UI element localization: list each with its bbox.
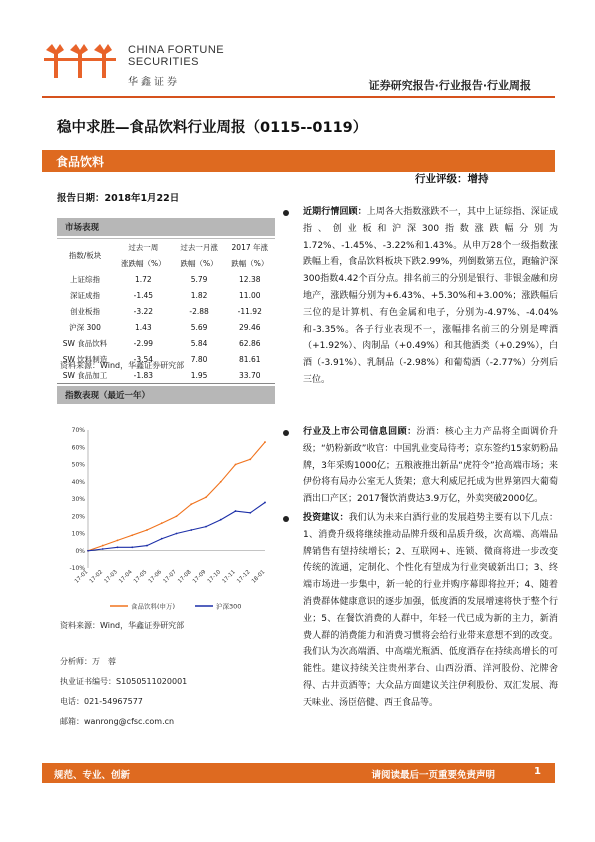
data-point — [161, 538, 163, 540]
table-header-year: 2017 年涨 — [225, 239, 275, 256]
page-title: 稳中求胜—食品饮料行业周报（0115--0119） — [57, 120, 368, 136]
table-cell-m: 1.82 — [190, 290, 208, 300]
table-header-week-unit: 涨跌幅（%） — [120, 258, 166, 268]
table-cell-name: SW 食品饮料 — [62, 338, 108, 348]
report-category: 证券研究报告·行业报告·行业周报 — [368, 79, 531, 92]
page-number: 1 — [534, 766, 541, 777]
x-tick-label: 17-12 — [236, 569, 252, 585]
data-point — [117, 540, 119, 542]
analyst-phone: 电话：021-54967577 — [60, 697, 143, 706]
company-name-en-line2: SECURITIES — [128, 56, 200, 68]
table-header-week: 过去一周 — [113, 239, 174, 256]
data-point — [176, 515, 178, 517]
table-cell-y: 81.61 — [239, 354, 261, 364]
market-performance-header — [57, 218, 275, 236]
table-row — [57, 271, 275, 287]
analyst-name: 分析师：万 蓉 — [60, 657, 116, 666]
table-cell-m: 5.79 — [190, 274, 208, 284]
table-cell-y: 12.38 — [239, 274, 261, 284]
table-cell-w: -2.99 — [133, 338, 154, 348]
table-cell-m: 1.95 — [174, 367, 225, 384]
y-tick-label: 40% — [71, 478, 85, 486]
table-cell-name: 深证成指 — [70, 290, 100, 300]
company-name-cn: 华鑫证券 — [128, 77, 180, 88]
footer-slogan: 规范、专业、创新 — [54, 770, 131, 781]
table-header-month: 过去一月涨 — [174, 239, 225, 256]
x-tick-label: 17-07 — [162, 569, 178, 585]
table-cell-name: 创业板指 — [70, 306, 100, 316]
report-date: 报告日期：2018年1月22日 — [57, 193, 180, 204]
y-tick-label: 30% — [71, 496, 85, 503]
data-point — [190, 529, 192, 531]
data-point — [146, 529, 148, 531]
table-row — [57, 335, 275, 351]
data-point — [176, 533, 178, 535]
table-cell-m: 5.84 — [190, 338, 208, 348]
table-cell-y: 33.70 — [225, 367, 275, 384]
x-tick-label: 17-11 — [221, 569, 237, 585]
data-point — [102, 545, 104, 547]
x-tick-label: 17-01 — [73, 569, 90, 585]
data-point — [220, 519, 222, 521]
sector-banner — [42, 150, 555, 172]
data-point — [249, 458, 251, 460]
legend-label: 食品饮料(申万) — [131, 602, 176, 611]
table-cell-w: 1.72 — [134, 274, 152, 284]
table-cell-y: -11.92 — [237, 306, 262, 316]
section-paragraph — [303, 204, 558, 389]
footer-bar — [42, 763, 555, 783]
chart-source: 资料来源：Wind，华鑫证券研究部 — [60, 621, 185, 630]
table-cell-m: 5.69 — [190, 322, 208, 332]
section-heading: 近期行情回顾： — [303, 207, 367, 217]
x-tick-label: 17-06 — [147, 569, 164, 585]
table-header-year-unit: 跌幅（%） — [231, 258, 269, 268]
section-body: 上周各大指数涨跌不一，其中上证综指、深证成指、创业板和沪深300指数涨跌幅分别为1.72%、-1.45%、-3.22%和1.43%。从申万28个一级指数涨跌幅上看，食品饮料板块下跌2.99%，列倒数第五位，跑输沪深300指数4.42个百分点。排名前三的分别是银行、非银金融和房地产，涨跌幅分别为+6.43%、+5.30%和+3.00%；涨跌幅后三位的是计算机、有色金属和电子，分别为-4.97%、-4.04%和-3.35%。各子行业表现不一，涨幅排名前三的分别是啤酒（+1.92%）、肉制品（+0.49%）和其他酒类（+0.29%），白酒（-3.91%）、乳制品（-2.98%）和葡萄酒（-2.77%）分列后三位。 — [303, 207, 558, 385]
market-performance-title: 市场表现 — [65, 223, 100, 233]
bullet-icon — [283, 430, 289, 436]
company-name-en-line1: CHINA FORTUNE — [128, 44, 225, 56]
y-tick-label: 50% — [71, 461, 85, 469]
data-point — [87, 550, 89, 552]
data-point — [146, 545, 148, 547]
table-header-month-unit: 跌幅（%） — [180, 258, 218, 268]
y-tick-label: 20% — [71, 513, 85, 521]
x-tick-label: 17-08 — [177, 569, 193, 585]
company-logo — [42, 40, 120, 82]
table-cell-y: 29.46 — [239, 322, 261, 332]
data-point — [264, 441, 266, 443]
data-point — [205, 496, 207, 498]
index-chart-header — [57, 386, 275, 404]
table-cell-name: SW 饮料制造 — [62, 354, 108, 364]
table-cell-w: -1.45 — [133, 290, 154, 300]
index-chart-title: 指数表现（最近一年） — [65, 391, 151, 401]
table-cell-w: -1.83 — [113, 367, 174, 384]
section-body: 汾酒：核心主力产品将全面调价升级；“奶粉新政”收官：中国乳业变局待考；京东签约15家奶粉品牌，3年采购1000亿；五粮液推出新品“虎符令”抢高端市场；来伊份将有局办公室无人货架；意大利威尼托成为世界第四大葡萄酒出口产区；2017餐饮消费达3.9万亿，外卖突破2000亿。 — [303, 427, 558, 505]
bullet-icon — [283, 516, 289, 522]
table-row — [57, 287, 275, 303]
section-heading: 行业及上市公司信息回顾： — [303, 427, 417, 437]
series-line-0 — [88, 442, 265, 551]
data-point — [205, 526, 207, 528]
analyst-cert: 执业证书编号：S1050511020001 — [60, 677, 188, 686]
table-cell-name: 上证综指 — [70, 274, 100, 284]
table-cell-w: -3.54 — [133, 354, 154, 364]
footer-disclaimer: 请阅读最后一页重要免责声明 — [371, 770, 495, 781]
table-cell-name: 沪深 300 — [69, 322, 101, 332]
table-cell-m: -2.88 — [189, 306, 209, 316]
y-tick-label: 60% — [71, 444, 85, 452]
data-point — [131, 534, 133, 536]
data-point — [190, 503, 192, 505]
y-tick-label: 70% — [71, 427, 85, 434]
sector-label: 食品饮料 — [56, 155, 105, 169]
data-point — [220, 481, 222, 483]
table-row — [57, 303, 275, 319]
analyst-email[interactable]: 邮箱：wanrong@cfsc.com.cn — [60, 717, 175, 726]
table-cell-y: 62.86 — [239, 338, 261, 348]
x-tick-label: 17-03 — [103, 569, 119, 585]
section-body: 我们认为未来白酒行业的发展趋势主要有以下几点：1、消费升级将继续推动品牌升级和品质升级，次高端、高端品牌销售有望持续增长；2、互联网+、连锁、微商将进一步改变传统的流通，定制化、个性化有望成为行业突破新出口；3、终端市场进一步集中，新一轮的行业并购序幕即将拉开；4、随着消费群体健康意识的逐步加强，低度酒的发展增速将快于整个行业；5、在餐饮消费的人群中，年轻一代已成为新的主力，新消费人群的消费能力和消费习惯将会给行业带来意想不到的改变。我们认为次高端酒、中高端光瓶酒、低度酒存在持续高增长的可能性。建议持续关注贵州茅台、山西汾酒、洋河股份、沱牌舍得、古井贡酒等；大众品方面建议关注伊利股份、双汇发展、海天味业、汤臣倍健、西王食品等。 — [303, 513, 558, 708]
table-cell-y: 11.00 — [239, 290, 261, 300]
market-source: 资料来源：Wind，华鑫证券研究部 — [60, 361, 185, 370]
company-name-en — [128, 44, 224, 68]
y-tick-label: 0% — [75, 547, 85, 555]
data-point — [117, 546, 119, 548]
section-paragraph — [303, 510, 558, 712]
table-header-index: 指数/板块 — [57, 239, 113, 272]
section-heading: 投资建议： — [303, 513, 349, 523]
x-tick-label: 17-04 — [118, 569, 134, 585]
data-point — [161, 522, 163, 524]
table-cell-w: 1.43 — [134, 322, 152, 332]
industry-rating: 行业评级：增持 — [415, 173, 489, 185]
bullet-icon — [283, 210, 289, 216]
x-tick-label: 18-01 — [250, 569, 267, 585]
table-cell-m: 7.80 — [190, 354, 208, 364]
table-cell-w: -3.22 — [133, 306, 154, 316]
table-cell-name: SW 食品加工 — [57, 367, 113, 384]
index-line-chart — [60, 418, 280, 618]
y-tick-label: 10% — [71, 530, 85, 538]
x-tick-label: 17-10 — [206, 569, 223, 585]
header-divider — [42, 96, 555, 98]
data-point — [249, 512, 251, 514]
data-point — [102, 548, 104, 550]
data-point — [235, 464, 237, 466]
x-tick-label: 17-09 — [191, 569, 208, 585]
data-point — [264, 502, 266, 504]
series-line-1 — [88, 503, 265, 551]
section-paragraph — [303, 424, 558, 508]
data-point — [131, 546, 133, 548]
legend-label: 沪深300 — [216, 602, 242, 611]
x-tick-label: 17-05 — [132, 569, 149, 585]
x-tick-label: 17-02 — [88, 569, 105, 585]
data-point — [235, 510, 237, 512]
y-tick-label: -10% — [69, 565, 85, 572]
table-row — [57, 319, 275, 335]
